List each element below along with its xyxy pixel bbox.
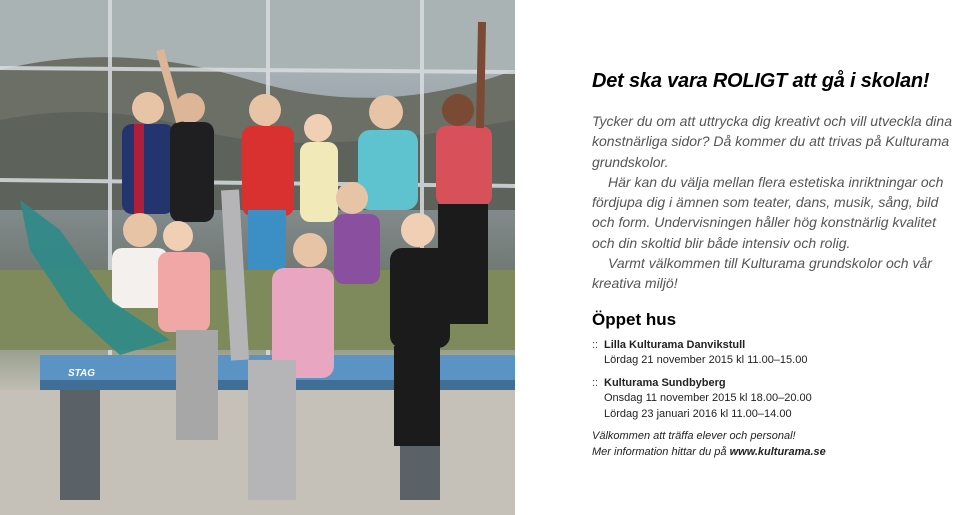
open-house-title: Öppet hus <box>592 309 677 329</box>
article <box>592 70 959 460</box>
event-name: Kulturama Sundbyberg <box>604 376 726 389</box>
intro-paragraph: Tycker du om att uttrycka dig kreativt och vill utveckla dina konstnärliga sidor? Då kommer du att trivas på Kulturama grundskolor. <box>592 113 952 170</box>
more-info-text <box>592 445 959 461</box>
event-name: Lilla Kulturama Danvikstull <box>604 338 746 351</box>
bench-logo: STAG <box>68 368 96 379</box>
footer <box>592 429 959 460</box>
list-marker: :: <box>592 376 599 389</box>
event-date: Onsdag 11 november 2015 kl 18.00–20.00 <box>604 392 812 405</box>
more-info-prefix: Mer information hittar du på <box>592 445 730 458</box>
event-item <box>592 338 959 369</box>
headline: Det ska vara ROLIGT att gå i skolan! <box>592 70 930 92</box>
intro-text <box>592 111 958 294</box>
welcome-text: Välkommen att träffa elever och personal! <box>592 430 796 443</box>
list-marker: :: <box>592 338 599 351</box>
event-item <box>592 376 959 423</box>
intro-paragraph: Varmt välkommen till Kulturama grundskolor och vår kreativa miljö! <box>592 255 932 292</box>
website-link[interactable]: www.kulturama.se <box>729 445 826 458</box>
event-date: Lördag 23 januari 2016 kl 11.00–14.00 <box>604 407 792 420</box>
event-date: Lördag 21 november 2015 kl 11.00–15.00 <box>604 354 808 367</box>
intro-paragraph: Här kan du välja mellan flera estetiska inriktningar och fördjupa dig i ämnen som teater, dans, musik, sång, bild och form. Undervisningen håller hög konstnärlig kvalitet och din skoltid blir både intensiv och rolig. <box>592 173 944 251</box>
